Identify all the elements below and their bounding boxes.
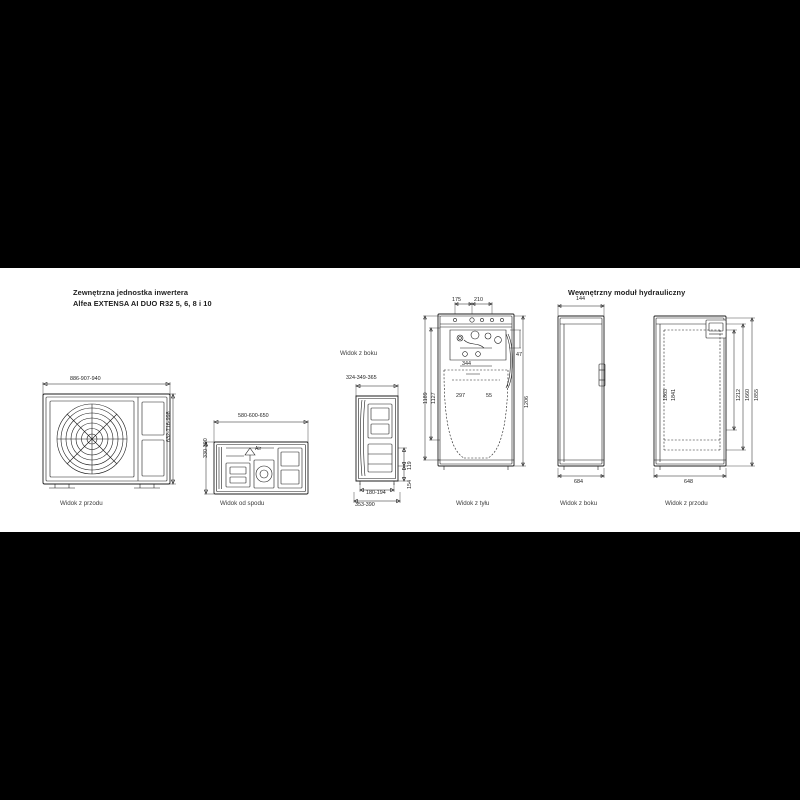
outdoor-side-dim-353-390: 353-390: [355, 502, 375, 508]
indoor-front-dim-1855: 1855: [754, 389, 760, 401]
indoor-front-dim-1863: 1863: [663, 389, 669, 401]
outdoor-unit-title-line1: Zewnętrzna jednostka inwertera: [73, 288, 189, 297]
indoor-side-view-drawing: [540, 290, 635, 495]
outdoor-bottom-air-label: Air: [255, 446, 262, 452]
indoor-front-dim-1841: 1841: [671, 389, 677, 401]
indoor-front-dim-1660: 1660: [745, 389, 751, 401]
outdoor-unit-title-line2: Alfea EXTENSA AI DUO R32 5, 6, 8 i 10: [73, 299, 212, 308]
outdoor-bottom-width-dimension: 580-600-650: [238, 413, 269, 419]
outdoor-bottom-view-label: Widok od spodu: [220, 500, 265, 507]
outdoor-front-view-label: Widok z przodu: [60, 500, 103, 507]
indoor-front-dim-1212: 1212: [736, 389, 742, 401]
indoor-rear-dim-1127: 1127: [431, 392, 437, 404]
outdoor-side-dim-119: 119: [407, 461, 413, 470]
indoor-side-dim-684: 684: [574, 479, 583, 485]
outdoor-bottom-view-drawing: [196, 408, 336, 518]
outdoor-side-view-label: Widok z boku: [340, 350, 378, 357]
outdoor-front-height-dimension: 632-716-998: [166, 411, 172, 442]
indoor-rear-dim-47: 47: [516, 352, 522, 358]
outdoor-side-top-dimension: 324-349-365: [346, 375, 377, 381]
indoor-rear-dim-210: 210: [474, 297, 483, 303]
outdoor-side-dim-180-194: 180-194: [366, 490, 386, 496]
outdoor-side-dim-154: 154: [407, 480, 413, 489]
indoor-side-dim-144: 144: [576, 296, 585, 302]
indoor-rear-view-drawing: [420, 290, 535, 495]
drawing-sheet: [0, 268, 800, 532]
indoor-rear-dim-55: 55: [486, 393, 492, 399]
indoor-side-view-label: Widok z boku: [560, 500, 598, 507]
indoor-rear-dim-175: 175: [452, 297, 461, 303]
indoor-front-view-label: Widok z przodu: [665, 500, 708, 507]
indoor-rear-dim-344: 344: [462, 361, 471, 367]
outdoor-front-width-dimension: 886-907-940: [70, 376, 101, 382]
indoor-rear-view-label: Widok z tyłu: [456, 500, 490, 507]
indoor-rear-dim-1206: 1206: [524, 396, 530, 408]
indoor-module-title: Wewnętrzny moduł hydrauliczny: [568, 288, 686, 297]
outdoor-bottom-depth-dimension: 330-390: [203, 438, 209, 458]
indoor-front-dim-648: 648: [684, 479, 693, 485]
indoor-rear-dim-297: 297: [456, 393, 465, 399]
indoor-rear-dim-1189: 1189: [423, 392, 429, 404]
outdoor-front-view-drawing: [25, 366, 185, 506]
